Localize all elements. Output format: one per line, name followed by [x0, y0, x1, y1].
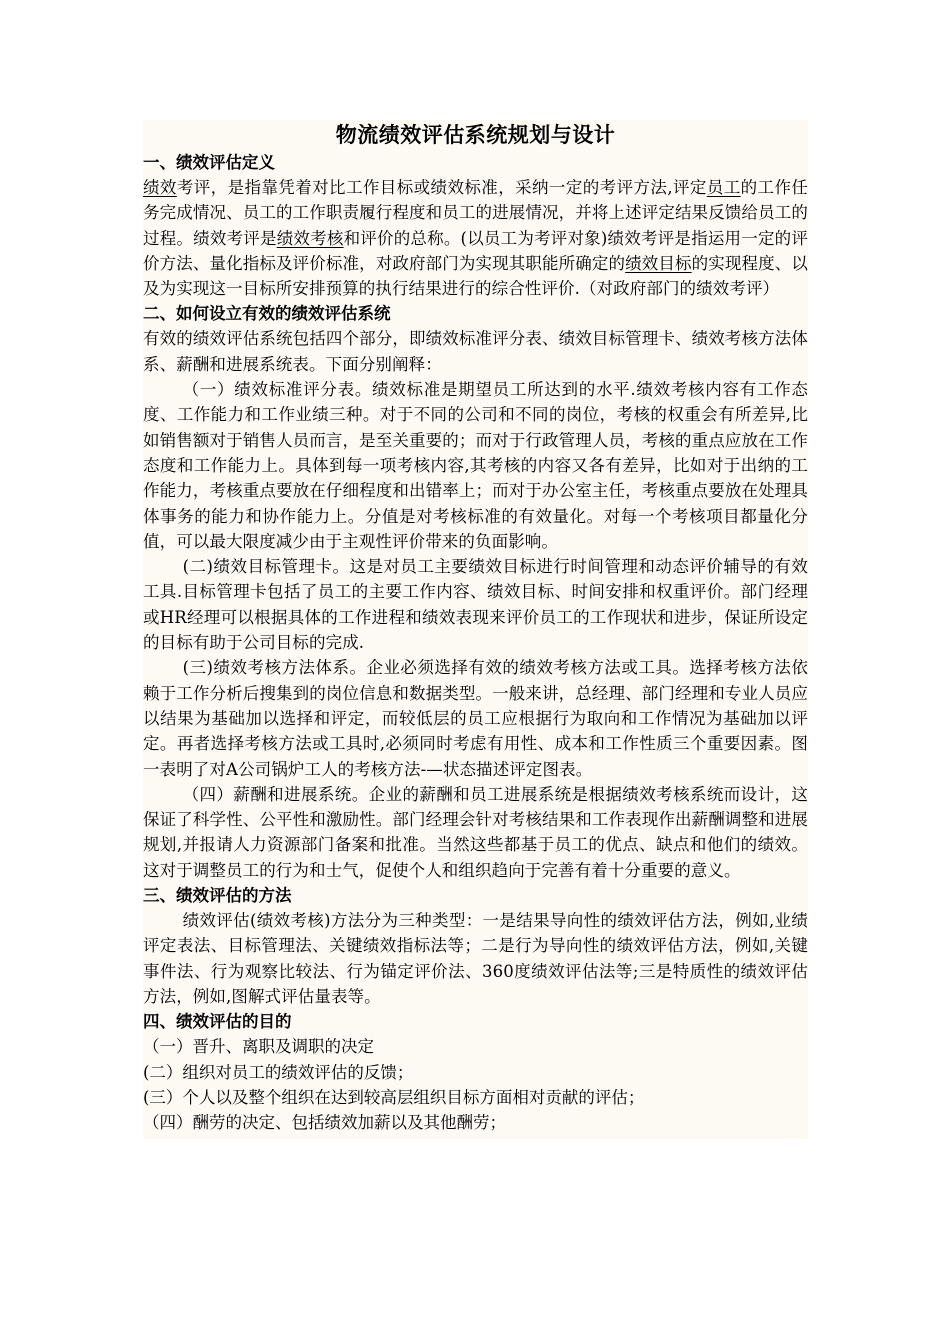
link-jixiao[interactable]: 绩效	[143, 178, 177, 197]
document-body	[143, 120, 808, 1139]
system-item-4-paragraph: （四）薪酬和进展系统。企业的薪酬和员工进展系统是根据绩效考核系统而设计，这保证了科学性、公平性和激励性。部门经理会针对考核结果和工作表现作出薪酬调整和进展规划,并报请人力资源部门备案和批准。当然这些都基于员工的优点、缺点和他们的绩效。这对于调整员工的行为和士气，促使个人和组织趋向于完善有着十分重要的意义。	[143, 784, 808, 880]
system-item-3-paragraph: (三)绩效考核方法体系。企业必须选择有效的绩效考核方法或工具。选择考核方法依赖于工作分析后搜集到的岗位信息和数据类型。一般来讲，总经理、部门经理和专业人员应以结果为基础加以选择和评定，而较低层的员工应根据行为取向和工作情况为基础加以评定。再者选择考核方法或工具时,必须同时考虑有用性、成本和工作性质三个重要因素。图一表明了对A公司锅炉工人的考核方法-—状态描述评定图表。	[143, 658, 808, 779]
methods-paragraph: 绩效评估(绩效考核)方法分为三种类型：一是结果导向性的绩效评估方法，例如,业绩评定表法、目标管理法、关键绩效指标法等；二是行为导向性的绩效评估方法，例如,关键事件法、行为观察比较法、行为锚定评价法、360度绩效评估法等;三是特质性的绩效评估方法，例如,图解式评估量表等。	[143, 911, 808, 1006]
purpose-item: (三）个人以及整个组织在达到较高层组织目标方面相对贡献的评估；	[143, 1087, 645, 1107]
system-intro-paragraph: 有效的绩效评估系统包括四个部分，即绩效标准评分表、绩效目标管理卡、绩效考核方法体系、薪酬和进展系统表。下面分别阐释：	[143, 329, 808, 374]
purpose-item: (二）组织对员工的绩效评估的反馈；	[143, 1062, 414, 1082]
purpose-item: （四）酬劳的决定、包括绩效加薪以及其他酬劳；	[143, 1113, 506, 1133]
link-yuangong[interactable]: 员工	[706, 178, 741, 197]
link-jixiao-mubiao[interactable]: 绩效目标	[625, 253, 692, 273]
link-jixiao-kaohe[interactable]: 绩效考核	[276, 228, 344, 248]
system-item-2-paragraph: (二)绩效目标管理卡。这是对员工主要绩效目标进行时间管理和动态评价辅导的有效工具.目标管理卡包括了员工的主要工作内容、绩效目标、时间安排和权重评价。部门经理或HR经理可以根据具体的工作进程和绩效表现来评价员工的工作现状和进步，保证所设定的目标有助于公司目标的完成.	[143, 557, 808, 653]
definition-paragraph: 绩效考评，是指靠凭着对比工作目标或绩效标准，采纳一定的考评方法,评定员工的工作任务完成情况、员工的工作职责履行程度和员工的进展情况，并将上述评定结果反馈给员工的过程。绩效考评是绩效考核和评价的总称。(以员工为考评对象)绩效考评是指运用一定的评价方法、量化指标及评价标准，对政府部门为实现其职能所确定的绩效目标的实现程度、以及为实现这一目标所安排预算的执行结果进行的综合性评价.（对政府部门的绩效考评）	[143, 178, 809, 299]
section-heading-methods: 三、绩效评估的方法	[143, 886, 292, 906]
section-heading-system: 二、如何设立有效的绩效评估系统	[143, 304, 391, 324]
section-heading-purpose: 四、绩效评估的目的	[143, 1012, 292, 1032]
purpose-item: （一）晋升、离职及调职的决定	[143, 1037, 374, 1057]
section-heading-definition: 一、绩效评估定义	[143, 153, 275, 172]
system-item-1-paragraph: （一）绩效标准评分表。绩效标准是期望员工所达到的水平.绩效考核内容有工作态度、工作能力和工作业绩三种。对于不同的公司和不同的岗位，考核的权重会有所差异,比如销售额对于销售人员而言，是至关重要的；而对于行政管理人员，考核的重点应放在工作态度和工作能力上。具体到每一项考核内容,其考核的内容又各有差异，比如对于出纳的工作能力，考核重点要放在仔细程度和出错率上；而对于办公室主任，考核重点要放在处理具体事务的能力和协作能力上。分值是对考核标准的有效量化。对每一个考核项目都量化分值，可以最大限度减少由于主观性评价带来的负面影响。	[143, 380, 808, 551]
document-title: 物流绩效评估系统规划与设计	[335, 123, 616, 147]
